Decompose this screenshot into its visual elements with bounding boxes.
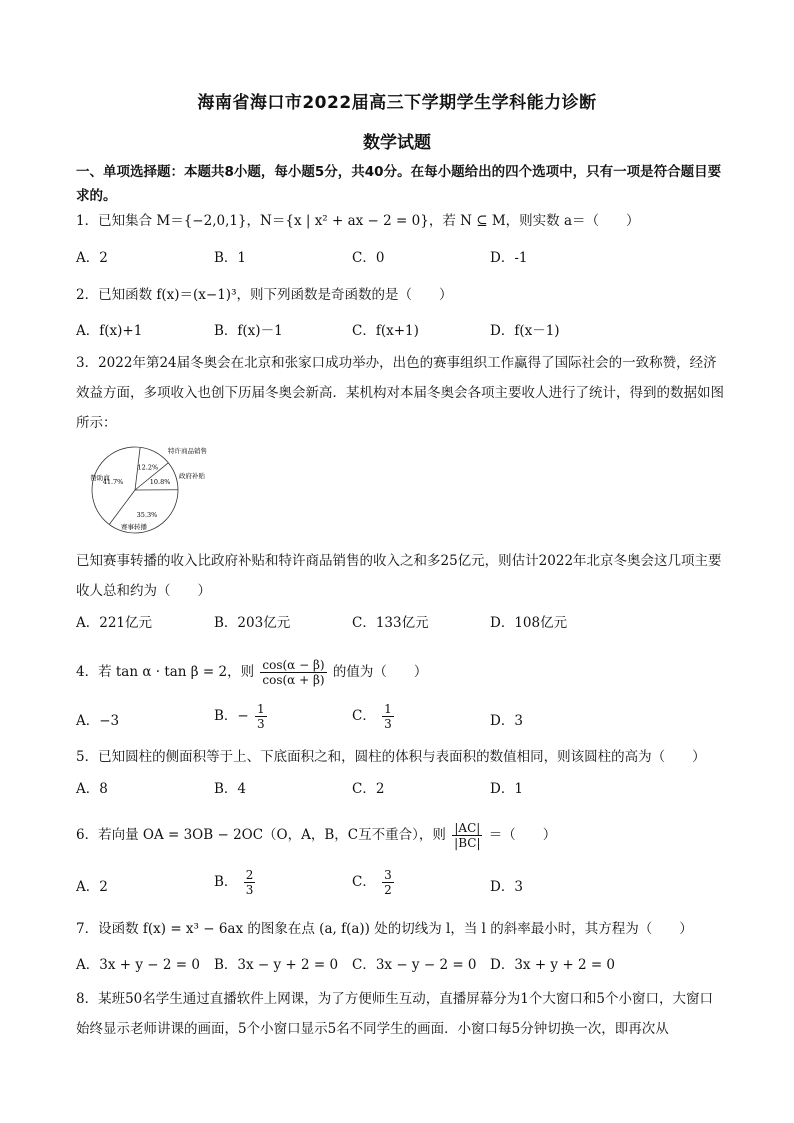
question-1-stem: 1．已知集合 M＝{−2,0,1}，N＝{x | x² + ax − 2 = 0}，若 N ⊆ M，则实数 a＝（ ） <box>76 213 640 229</box>
question-2-stem: 2．已知函数 f(x)＝(x−1)³，则下列函数是奇函数的是（ ） <box>76 287 453 303</box>
q4-option-d: D．3 <box>490 713 523 729</box>
question-5-stem: 5．已知圆柱的侧面积等于上、下底面积之和，圆柱的体积与表面积的数值相同，则该圆柱的高为（ ） <box>76 749 706 765</box>
q4-option-c-denominator: 3 <box>384 717 392 731</box>
q2-option-c: C．f(x+1) <box>352 323 419 339</box>
q6-option-b-prefix: B． <box>214 874 238 890</box>
question-3-stem: 3．2022年第24届冬奥会在北京和张家口成功举办，出色的赛事组织工作赢得了国际社会的一致称赞，经济效益方面，多项收入也创下历届冬奥会新高．某机构对本届冬奥会各项主要收人进行了统计，得到的数据如图所示： <box>76 355 724 431</box>
q4-fraction <box>260 658 326 687</box>
q4-option-b-numerator: 1 <box>257 702 265 716</box>
q5-option-b: B．4 <box>214 781 247 797</box>
q4-fraction-denominator: cos(α + β) <box>262 673 325 687</box>
q4-option-c-numerator: 1 <box>384 702 392 716</box>
q5-option-d: D．1 <box>490 781 523 797</box>
q3-option-b: B．203亿元 <box>214 615 291 631</box>
q6-option-b <box>214 868 257 897</box>
q7-option-c: C．3x − y − 2 = 0 <box>352 957 477 973</box>
q4-option-b-prefix: B．− <box>214 708 249 724</box>
q1-option-d: D．-1 <box>490 250 528 266</box>
exam-subtitle: 数学试题 <box>363 133 431 153</box>
q6-option-c-fraction <box>382 868 394 897</box>
q6-fraction-denominator: |BC| <box>454 836 481 850</box>
question-3-stem-continued: 已知赛事转播的收入比政府补贴和特许商品销售的收入之和多25亿元，则估计2022年北京冬奥会这几项主要收人总和约为（ ） <box>76 553 722 599</box>
q6-option-b-denominator: 3 <box>245 883 254 897</box>
q6-option-c-prefix: C． <box>352 874 376 890</box>
q7-option-a: A．3x + y − 2 = 0 <box>76 957 200 973</box>
q4-stem-pre: 4．若 tan α · tan β = 2，则 <box>76 664 255 680</box>
q2-option-d: D．f(x－1) <box>490 323 560 339</box>
q6-option-c-denominator: 2 <box>384 883 392 897</box>
q2-option-b: B．f(x)－1 <box>214 323 283 339</box>
q1-option-a: A．2 <box>76 250 108 266</box>
q6-stem-post: ＝（ ） <box>488 827 557 843</box>
q6-option-b-fraction <box>244 868 256 897</box>
q1-option-c: C．0 <box>352 250 385 266</box>
exam-title: 海南省海口市2022届高三下学期学生学科能力诊断 <box>197 93 597 113</box>
q4-fraction-numerator: cos(α − β) <box>262 658 325 672</box>
q6-option-c-numerator: 3 <box>384 868 392 882</box>
question-7-stem: 7．设函数 f(x) = x³ − 6ax 的图象在点 (a, f(a)) 处的切线为 l，当 l 的斜率最小时，其方程为（ ） <box>76 921 693 937</box>
pie-value-label-2: 10.8% <box>149 477 171 486</box>
pie-category-label-2: 政府补贴 <box>179 472 205 480</box>
q6-option-b-numerator: 2 <box>245 868 254 882</box>
q2-option-a: A．f(x)+1 <box>76 323 143 339</box>
section-heading: 一、单项选择题：本题共8小题，每小题5分，共40分。在每小题给出的四个选项中，只有一项是符合题目要求的。 <box>76 164 722 204</box>
q7-option-b: B．3x − y + 2 = 0 <box>214 957 339 973</box>
question-6-stem <box>76 816 726 854</box>
q4-stem-post: 的值为（ ） <box>332 664 428 680</box>
q4-option-b-denominator: 3 <box>257 717 265 731</box>
question-8-stem: 8．某班50名学生通过直播软件上网课，为了方便师生互动，直播屏幕分为1个大窗口和5个小窗口，大窗口始终显示老师讲课的画面，5个小窗口显示5名不同学生的画面．小窗口每5分钟切换一次，即再次从 <box>76 991 713 1037</box>
pie-value-label-1: 12.2% <box>137 463 159 472</box>
q4-option-b <box>214 702 269 731</box>
q6-option-a: A．2 <box>76 879 108 895</box>
pie-category-label-1: 特许商品销售 <box>168 447 207 455</box>
q3-option-c: C．133亿元 <box>352 615 429 631</box>
q1-option-b: B．1 <box>214 250 247 266</box>
pie-category-label-0: 赞助商 <box>90 474 110 482</box>
revenue-pie-chart <box>78 440 228 540</box>
q3-option-d: D．108亿元 <box>490 615 568 631</box>
q6-option-d: D．3 <box>490 879 523 895</box>
q3-option-a: A．221亿元 <box>76 615 153 631</box>
q6-stem-pre: 6．若向量 OA = 3OB − 2OC（O，A，B，C互不重合），则 <box>76 827 446 843</box>
q4-option-c-fraction <box>382 702 394 731</box>
question-4-stem <box>76 654 726 690</box>
pie-value-label-0: 41.7% <box>102 478 124 487</box>
q4-option-c-prefix: C． <box>352 708 376 724</box>
q5-option-c: C．2 <box>352 781 385 797</box>
pie-value-label-3: 35.3% <box>136 510 158 519</box>
q6-option-c <box>352 868 396 897</box>
q4-option-c <box>352 702 396 731</box>
q6-fraction-numerator: |AC| <box>452 821 482 836</box>
q7-option-d: D．3x + y + 2 = 0 <box>490 957 616 973</box>
q6-fraction <box>452 821 482 850</box>
pie-category-label-3: 赛事转播 <box>121 523 147 531</box>
q5-option-a: A．8 <box>76 781 108 797</box>
q4-option-a: A．−3 <box>76 713 120 729</box>
q4-option-b-fraction <box>255 702 267 731</box>
